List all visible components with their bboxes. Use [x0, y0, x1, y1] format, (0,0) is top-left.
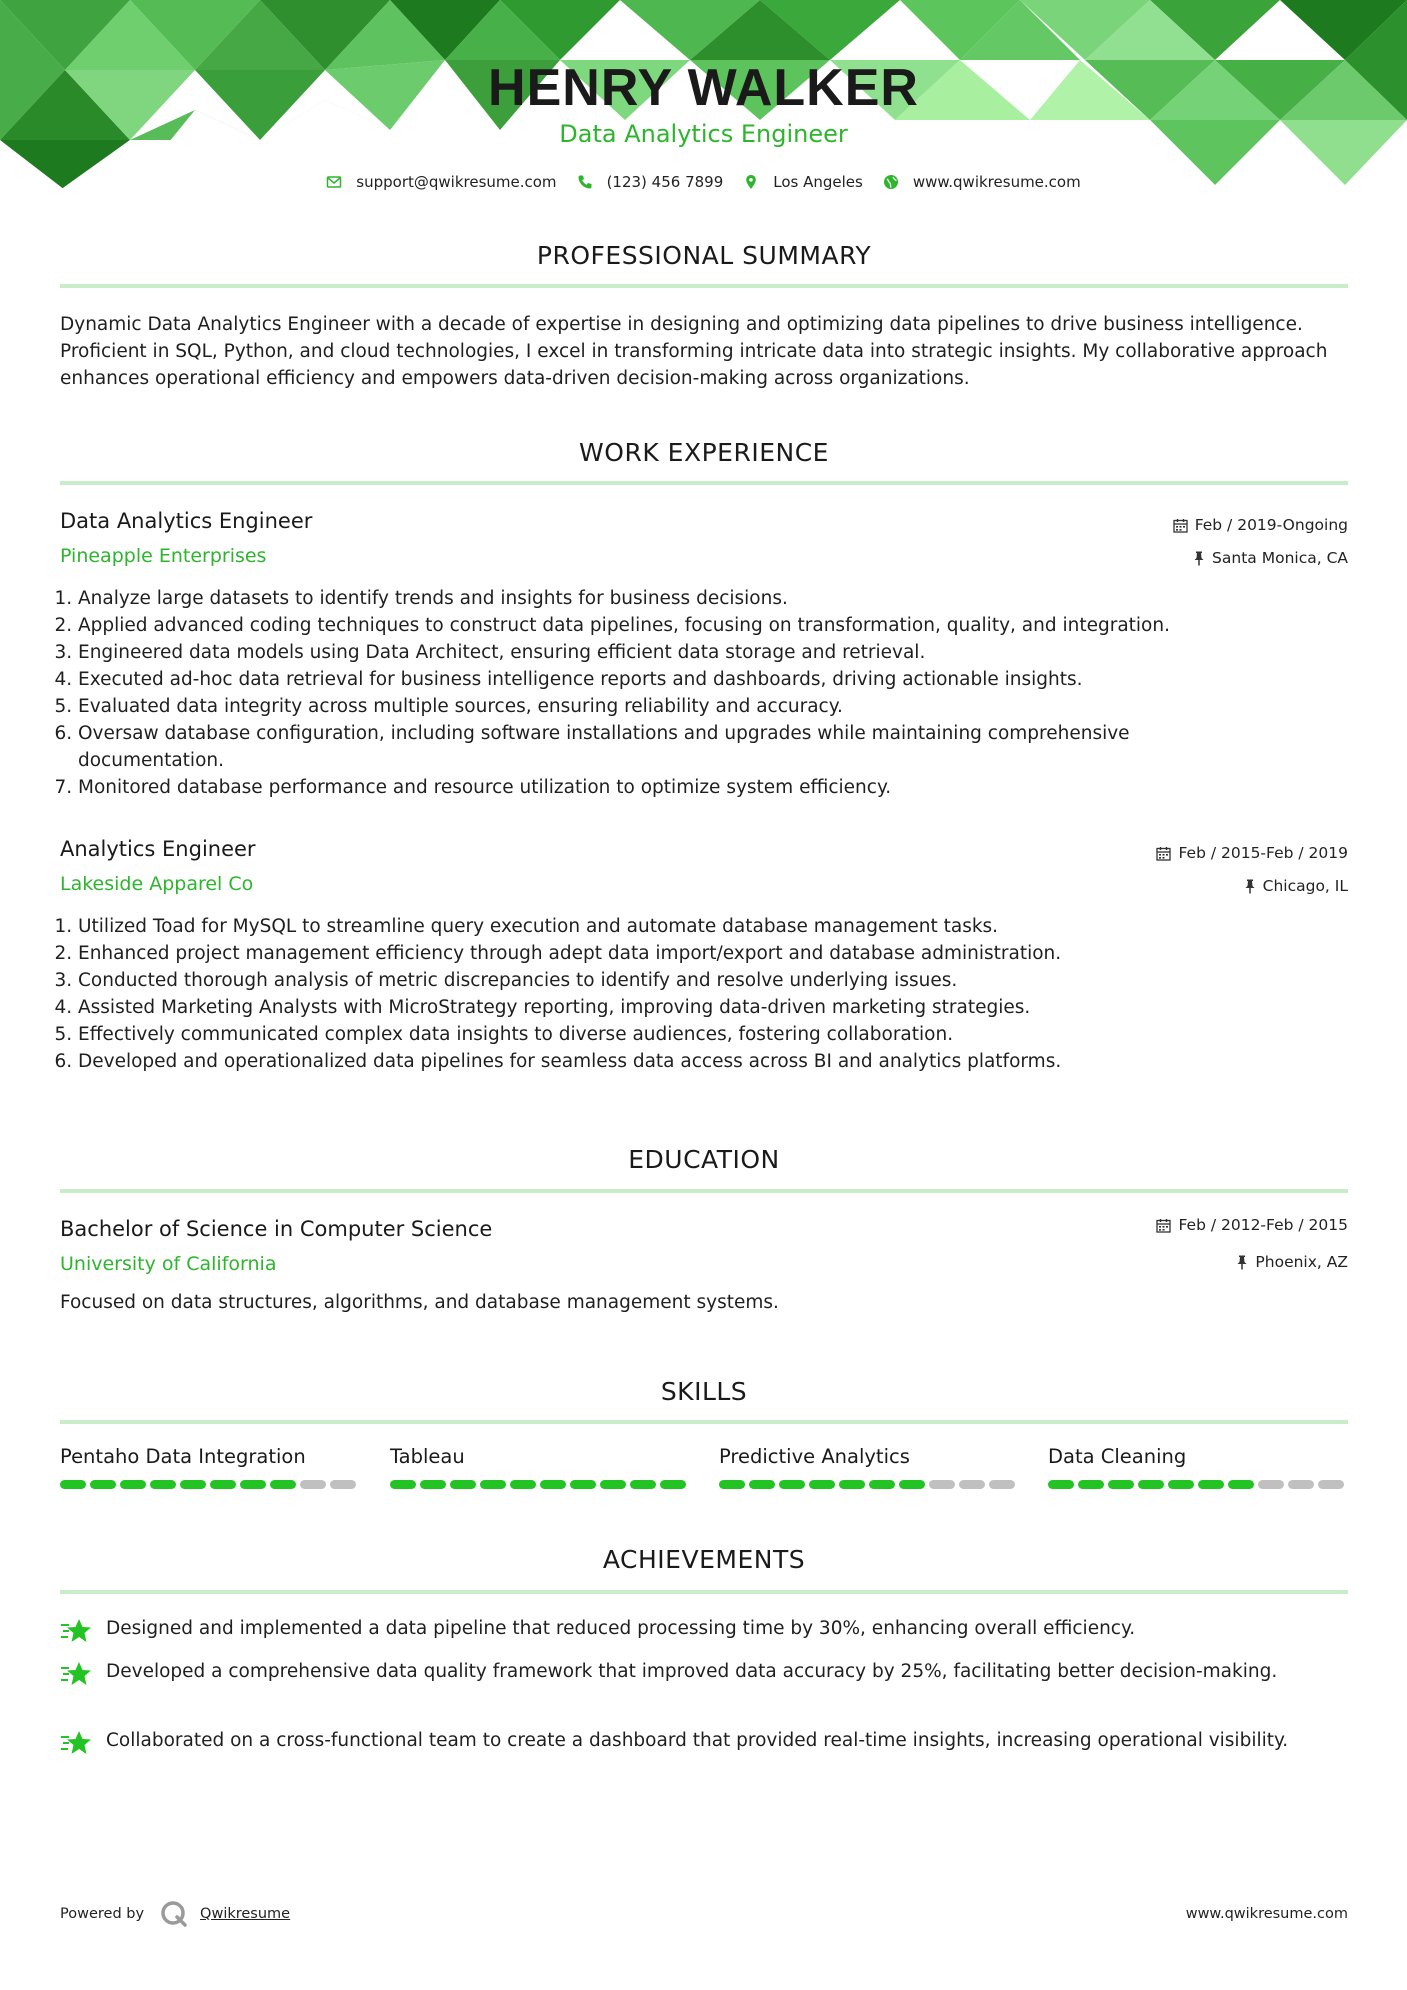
skill-dot-empty [1318, 1480, 1344, 1489]
skill-rating [719, 1480, 1019, 1489]
achievements-heading: ACHIEVEMENTS [602, 1545, 806, 1574]
list-item: 3. Engineered data models using Data Architect, ensuring efficient data storage and retrieval. [78, 639, 1348, 666]
skill-dot-filled [899, 1480, 925, 1489]
education-dates [1156, 1216, 1348, 1234]
achievement-text: Developed a comprehensive data quality framework that improved data accuracy by 25%, facilitating better decision-making. [106, 1661, 1278, 1682]
envelope-icon [326, 174, 342, 190]
skill-item [390, 1445, 690, 1489]
skill-dot-filled [510, 1480, 536, 1489]
education-degree: Bachelor of Science in Computer Science [60, 1217, 493, 1241]
job-1-dates [1173, 516, 1348, 534]
skill-dot-filled [839, 1480, 865, 1489]
education-description: Focused on data structures, algorithms, and database management systems. [60, 1292, 779, 1313]
skill-dot-filled [869, 1480, 895, 1489]
skill-dot-filled [150, 1480, 176, 1489]
skill-dot-filled [540, 1480, 566, 1489]
job-2-bullets [60, 913, 1348, 1075]
skill-rating [390, 1480, 690, 1489]
pushpin-icon [1244, 879, 1256, 894]
skill-dot-empty [959, 1480, 985, 1489]
skill-dot-empty [1258, 1480, 1284, 1489]
skill-dot-filled [1048, 1480, 1074, 1489]
job-2-company: Lakeside Apparel Co [60, 873, 254, 895]
skills-divider [60, 1420, 1348, 1424]
education-location-text: Phoenix, AZ [1255, 1253, 1348, 1271]
powered-by-label: Powered by [60, 1906, 145, 1922]
contact-bar [0, 173, 1407, 191]
skill-item [719, 1445, 1019, 1489]
skill-dot-filled [570, 1480, 596, 1489]
skill-dot-filled [450, 1480, 476, 1489]
list-item: 5. Effectively communicated complex data insights to diverse audiences, fostering collaboration. [78, 1021, 1348, 1048]
education-location [1236, 1253, 1348, 1271]
skill-dot-filled [390, 1480, 416, 1489]
list-item: 6. Developed and operationalized data pipelines for seamless data access across BI and analytics platforms. [78, 1048, 1348, 1075]
qwikresume-link[interactable]: Qwikresume [200, 1906, 291, 1922]
job-2-role: Analytics Engineer [60, 837, 256, 861]
phone-icon [577, 174, 593, 190]
achievements-divider [60, 1590, 1348, 1594]
skill-dot-filled [480, 1480, 506, 1489]
skill-dot-filled [1168, 1480, 1194, 1489]
skill-dot-filled [1108, 1480, 1134, 1489]
skill-rating [60, 1480, 360, 1489]
summary-text: Dynamic Data Analytics Engineer with a decade of expertise in designing and optimizing data pipelines to drive business intelligence. Proficient in SQL, Python, and cloud technologies, I excel in transforming intricate data into strategic insights. My collaborative approach enhances operational efficiency and empowers data-driven decision-making across organizations. [60, 314, 1328, 389]
skill-name: Pentaho Data Integration [60, 1445, 306, 1468]
skills-heading: SKILLS [660, 1377, 748, 1406]
job-2-location-text: Chicago, IL [1262, 877, 1348, 895]
website-text: www.qwikresume.com [912, 173, 1081, 191]
list-item: 2. Enhanced project management efficiency through adept data import/export and database administration. [78, 940, 1348, 967]
achievement-text: Designed and implemented a data pipeline that reduced processing time by 30%, enhancing overall efficiency. [106, 1618, 1136, 1639]
list-item: 3. Conducted thorough analysis of metric discrepancies to identify and resolve underlying issues. [78, 967, 1348, 994]
globe-icon [883, 174, 899, 190]
star-icon [60, 1617, 92, 1645]
phone-text: (123) 456 7899 [606, 173, 724, 191]
skill-item [60, 1445, 360, 1489]
footer-powered-by [60, 1900, 290, 1928]
candidate-title: Data Analytics Engineer [559, 120, 848, 148]
job-2-location [1244, 877, 1348, 895]
footer-website[interactable]: www.qwikresume.com [1185, 1906, 1348, 1922]
list-item: 1. Utilized Toad for MySQL to streamline query execution and automate database management tasks. [78, 913, 1348, 940]
calendar-icon [1156, 1218, 1171, 1233]
contact-phone[interactable] [577, 173, 724, 191]
skill-dot-empty [989, 1480, 1015, 1489]
job-1-role: Data Analytics Engineer [60, 509, 313, 533]
skill-dot-filled [600, 1480, 626, 1489]
skill-dot-filled [270, 1480, 296, 1489]
calendar-icon [1156, 846, 1171, 861]
skill-dot-filled [630, 1480, 656, 1489]
skill-dot-empty [929, 1480, 955, 1489]
skill-dot-empty [1288, 1480, 1314, 1489]
location-text: Los Angeles [773, 173, 863, 191]
skill-dot-filled [660, 1480, 686, 1489]
skill-dot-filled [749, 1480, 775, 1489]
skill-name: Tableau [390, 1445, 465, 1468]
skill-dot-empty [300, 1480, 326, 1489]
experience-divider [60, 481, 1348, 485]
achievement-item [60, 1615, 1348, 1645]
experience-heading: WORK EXPERIENCE [579, 438, 829, 467]
skill-dot-filled [719, 1480, 745, 1489]
skill-dot-filled [210, 1480, 236, 1489]
skill-rating [1048, 1480, 1348, 1489]
star-icon [60, 1729, 92, 1757]
skill-name: Data Cleaning [1048, 1445, 1187, 1468]
skill-dot-filled [90, 1480, 116, 1489]
list-item: 4. Assisted Marketing Analysts with MicroStrategy reporting, improving data-driven marketing strategies. [78, 994, 1348, 1021]
pushpin-icon [1193, 551, 1205, 566]
pushpin-icon [1236, 1255, 1248, 1270]
achievement-item [60, 1727, 1348, 1757]
list-item: 2. Applied advanced coding techniques to construct data pipelines, focusing on transformation, quality, and integration. [78, 612, 1348, 639]
list-item: 5. Evaluated data integrity across multiple sources, ensuring reliability and accuracy. [78, 693, 1348, 720]
contact-email[interactable] [326, 173, 556, 191]
job-1-bullets [60, 585, 1348, 801]
skill-dot-filled [779, 1480, 805, 1489]
achievement-item [60, 1658, 1348, 1688]
education-dates-text: Feb / 2012-Feb / 2015 [1178, 1216, 1348, 1234]
skill-dot-filled [420, 1480, 446, 1489]
skill-dot-filled [240, 1480, 266, 1489]
skill-dot-filled [120, 1480, 146, 1489]
summary-divider [60, 284, 1348, 288]
job-1-dates-text: Feb / 2019-Ongoing [1194, 516, 1348, 534]
skill-dot-filled [1228, 1480, 1254, 1489]
skill-dot-filled [60, 1480, 86, 1489]
qwikresume-logo-icon [160, 1900, 188, 1928]
education-heading: EDUCATION [628, 1145, 780, 1174]
list-item: 1. Analyze large datasets to identify trends and insights for business decisions. [78, 585, 1348, 612]
list-item: 4. Executed ad-hoc data retrieval for business intelligence reports and dashboards, driving actionable insights. [78, 666, 1348, 693]
star-icon [60, 1660, 92, 1688]
job-1-company: Pineapple Enterprises [60, 545, 267, 567]
skill-dot-filled [1198, 1480, 1224, 1489]
job-2-dates [1156, 844, 1348, 862]
job-1-location [1193, 549, 1348, 567]
calendar-icon [1173, 518, 1188, 533]
job-2-dates-text: Feb / 2015-Feb / 2019 [1178, 844, 1348, 862]
skill-dot-filled [809, 1480, 835, 1489]
list-item: 6. Oversaw database configuration, including software installations and upgrades while maintaining comprehensive documentation. [78, 720, 1348, 774]
education-divider [60, 1189, 1348, 1193]
candidate-name: HENRY WALKER [488, 59, 919, 117]
list-item: 7. Monitored database performance and resource utilization to optimize system efficiency. [78, 774, 1348, 801]
skill-item [1048, 1445, 1348, 1489]
skill-name: Predictive Analytics [719, 1445, 910, 1468]
skill-dot-filled [1138, 1480, 1164, 1489]
contact-location [743, 173, 863, 191]
summary-heading: PROFESSIONAL SUMMARY [536, 241, 872, 270]
skill-dot-filled [1078, 1480, 1104, 1489]
job-1-location-text: Santa Monica, CA [1212, 549, 1348, 567]
education-school: University of California [60, 1253, 277, 1275]
skill-dot-filled [180, 1480, 206, 1489]
contact-website[interactable] [883, 173, 1081, 191]
skill-dot-empty [330, 1480, 356, 1489]
email-text: support@qwikresume.com [356, 173, 557, 191]
achievement-text: Collaborated on a cross-functional team to create a dashboard that provided real-time insights, increasing operational visibility. [106, 1730, 1289, 1751]
map-pin-icon [743, 174, 759, 190]
